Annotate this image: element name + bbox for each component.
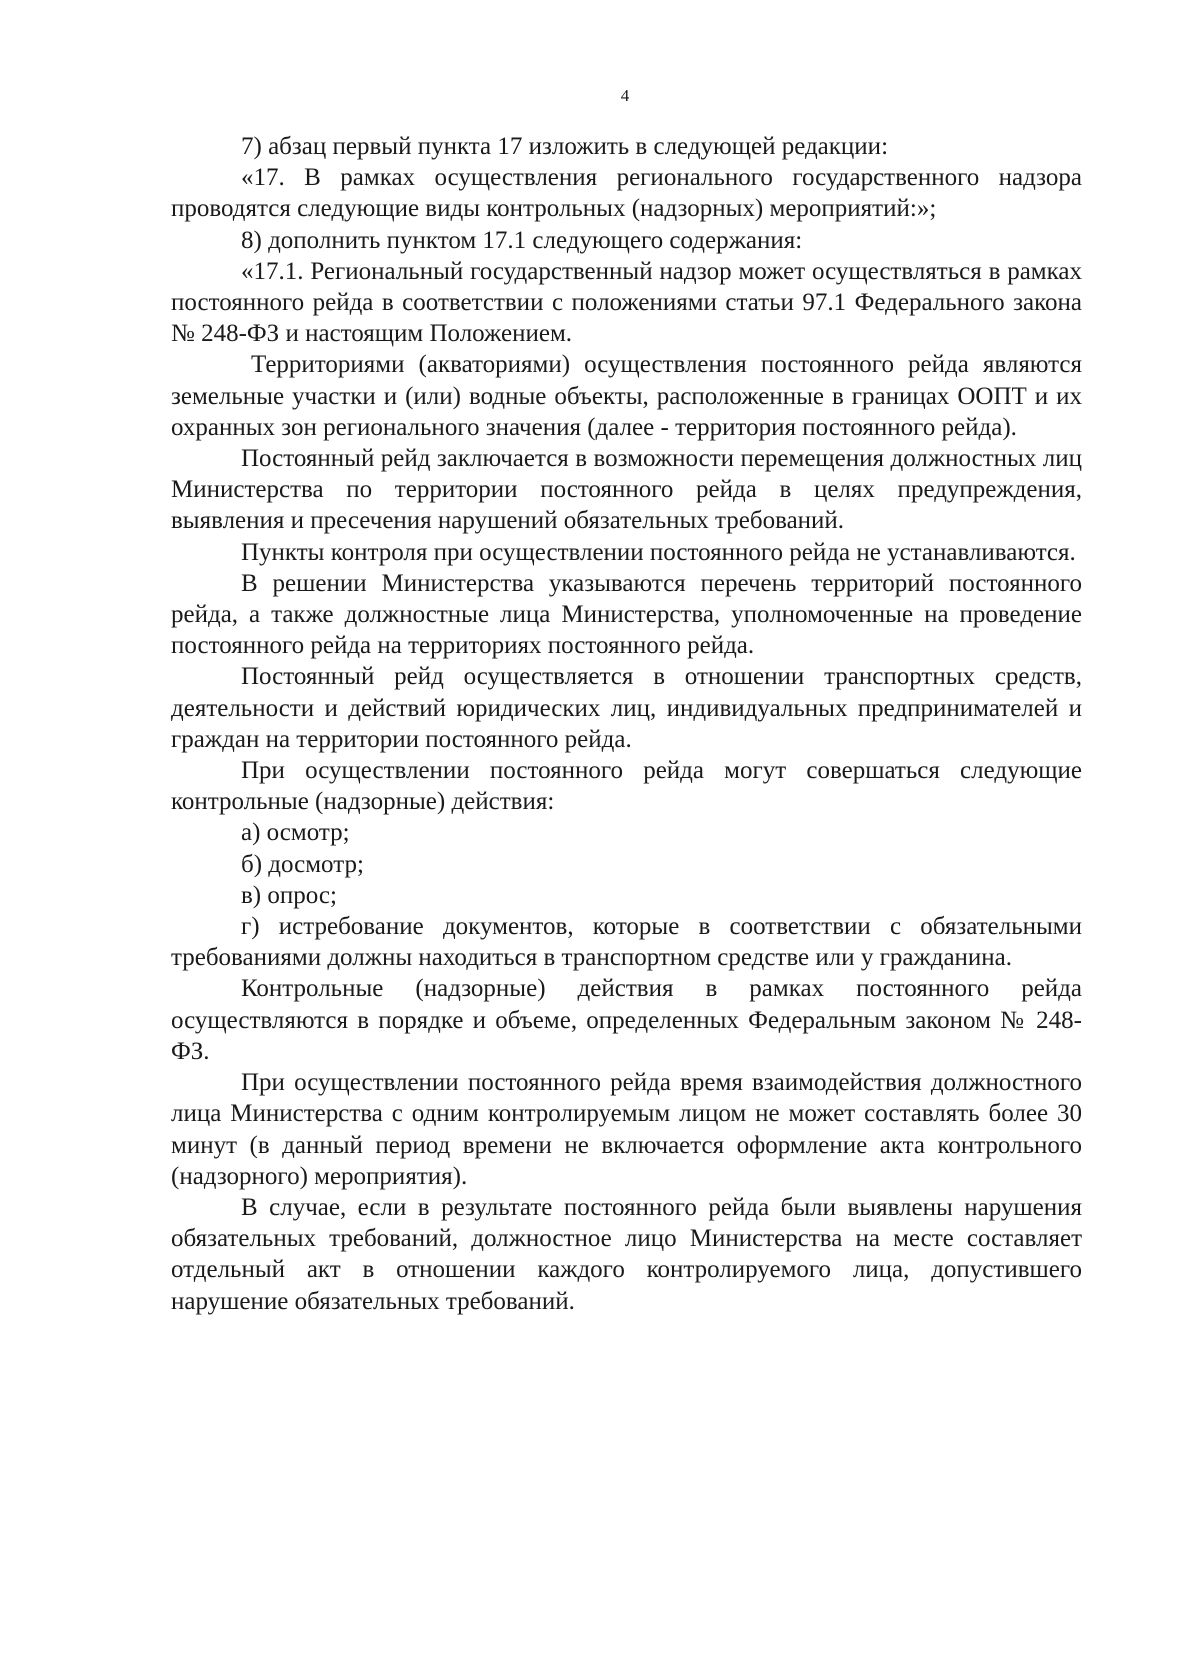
paragraph-ministry-decision: В решении Министерства указываются перечень территорий постоянного рейда, а также должностные лица Министерства, уполномоченные на проведение постоянного рейда на территориях постоянного рейда. xyxy=(171,569,1082,660)
paragraph-actions-intro: При осуществлении постоянного рейда могут совершаться следующие контрольные (надзорные) действия: xyxy=(171,757,1082,816)
list-item-inspection: а) осмотр; xyxy=(241,819,350,847)
paragraph-raid-definition: Постоянный рейд заключается в возможности перемещения должностных лиц Министерства по территории постоянного рейда в целях предупреждения, выявления и пресечения нарушений обязательных требований. xyxy=(171,445,1082,535)
paragraph-item-8: 8) дополнить пунктом 17.1 следующего содержания: xyxy=(241,226,803,254)
document-body xyxy=(171,131,1082,1317)
page-number: 4 xyxy=(620,86,630,105)
paragraph-item-7: 7) абзац первый пункта 17 изложить в следующей редакции: xyxy=(241,133,889,160)
paragraph-point-17: «17. В рамках осуществления регионального государственного надзора проводятся следующие виды контрольных (надзорных) мероприятий:»; xyxy=(171,164,1082,223)
paragraph-interaction-time: При осуществлении постоянного рейда время взаимодействия должностного лица Министерства с одним контролируемым лицом не может составлять более 30 минут (в данный период времени не включается оформление акта контрольного (надзорного) мероприятия). xyxy=(171,1069,1082,1190)
paragraph-point-17-1: «17.1. Региональный государственный надзор может осуществляться в рамках постоянного рейда в соответствии с положениями статьи 97.1 Федерального закона № 248-ФЗ и настоящим Положением. xyxy=(171,257,1082,348)
paragraph-territories: Территориями (акваториями) осуществления постоянного рейда являются земельные участки и (или) водные объекты, расположенные в границах ООПТ и их охранных зон регионального значения (далее - территория постоянного рейда). xyxy=(171,351,1082,441)
paragraph-control-points: Пункты контроля при осуществлении постоянного рейда не устанавливаются. xyxy=(241,538,1076,566)
paragraph-raid-scope: Постоянный рейд осуществляется в отношении транспортных средств, деятельности и действий юридических лиц, индивидуальных предпринимателей и граждан на территории постоянного рейда. xyxy=(171,663,1082,753)
list-item-search: б) досмотр; xyxy=(241,850,364,878)
list-item-documents: г) истребование документов, которые в соответствии с обязательными требованиями должны находиться в транспортном средстве или у гражданина. xyxy=(171,913,1082,972)
paragraph-actions-procedure: Контрольные (надзорные) действия в рамках постоянного рейда осуществляются в порядке и объеме, определенных Федеральным законом № 248-ФЗ. xyxy=(171,975,1082,1065)
paragraph-violations-act: В случае, если в результате постоянного рейда были выявлены нарушения обязательных требований, должностное лицо Министерства на месте составляет отдельный акт в отношении каждого контролируемого лица, допустившего нарушение обязательных требований. xyxy=(171,1193,1082,1315)
list-item-interview: в) опрос; xyxy=(241,881,337,909)
